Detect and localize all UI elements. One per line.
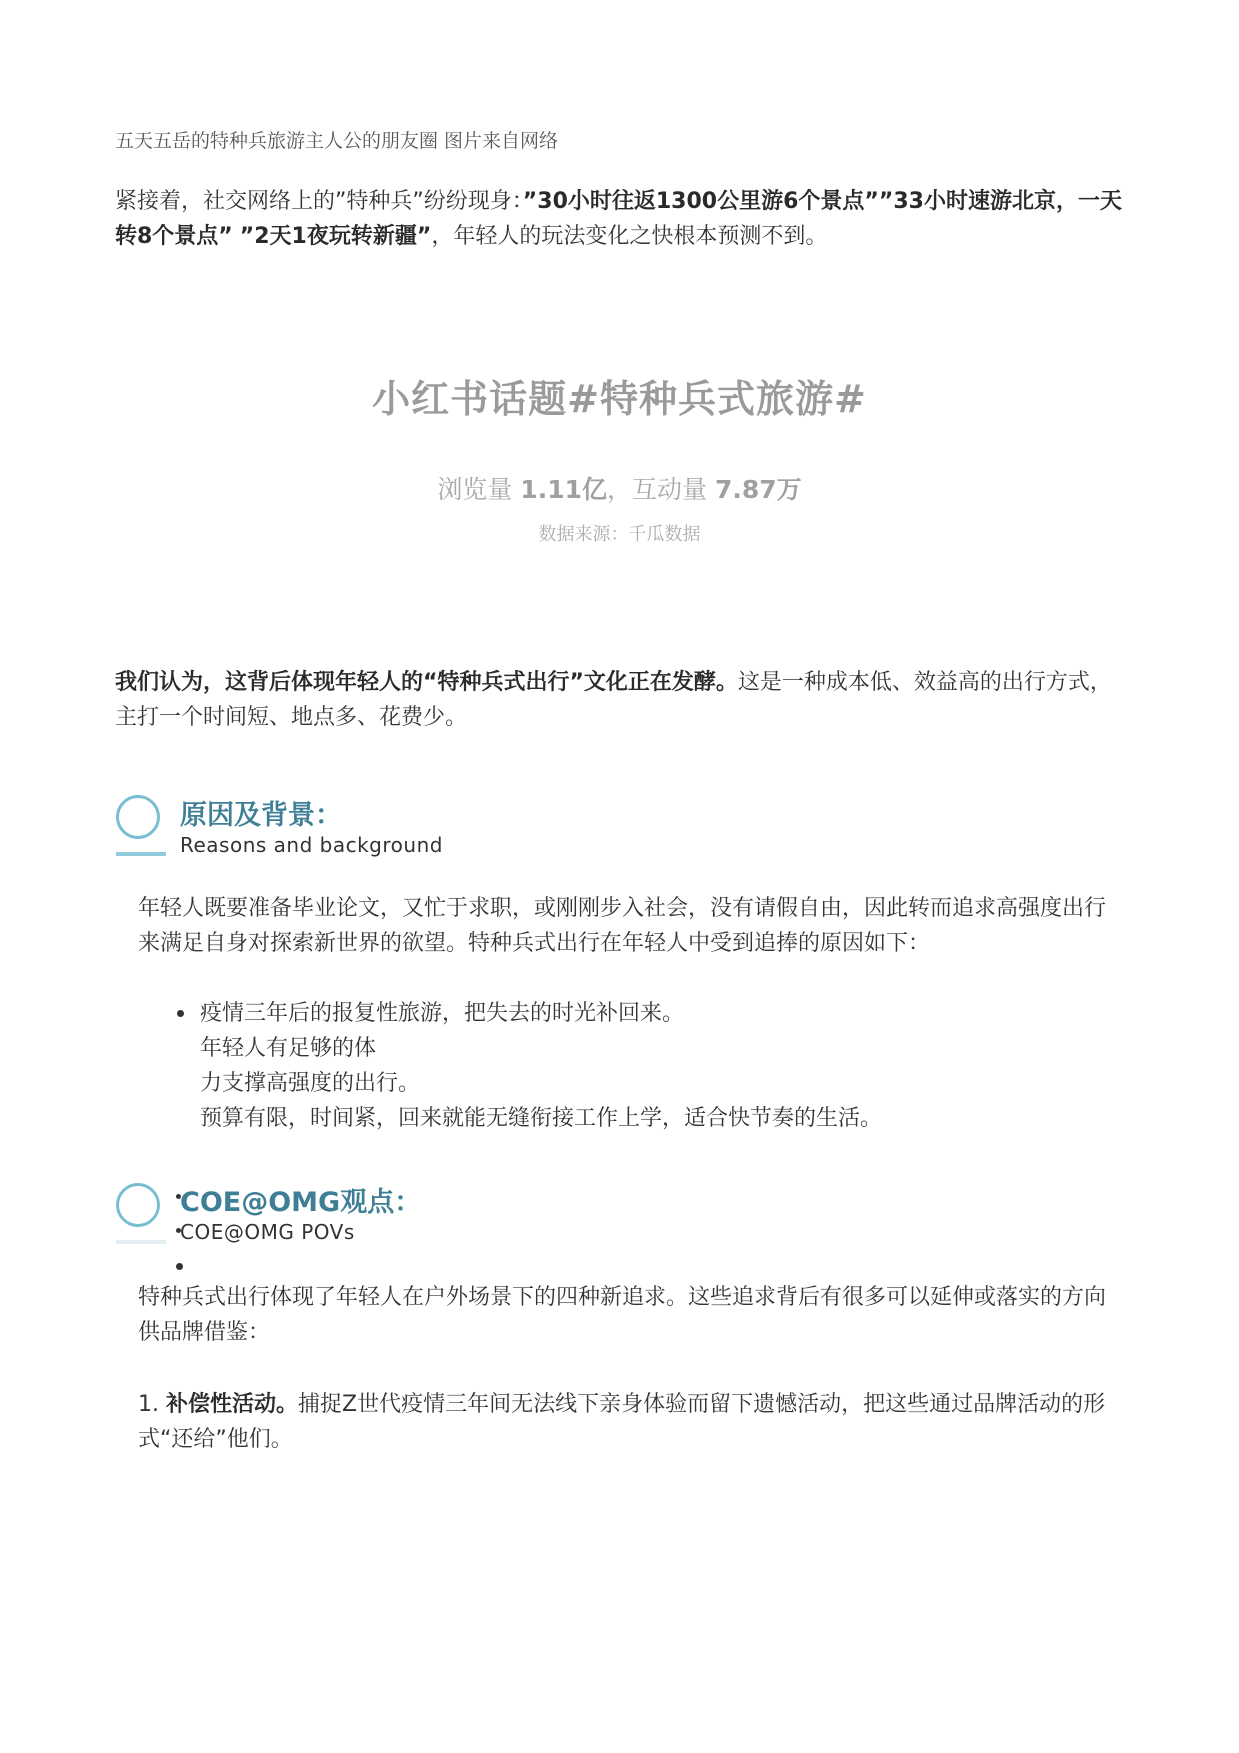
section-circle-icon bbox=[116, 1183, 160, 1227]
section2-title: COE@OMG观点： bbox=[180, 1187, 422, 1218]
stray-bullet-dot bbox=[176, 1263, 183, 1270]
section1-subtitle: Reasons and background bbox=[180, 833, 443, 857]
engage-value: 7.87万 bbox=[714, 475, 802, 504]
item-bold: 补偿性活动。 bbox=[165, 1392, 298, 1417]
numbered-item-1 bbox=[138, 1387, 1108, 1457]
views-label: 浏览量 bbox=[437, 475, 521, 504]
section2-body: 特种兵式出行体现了年轻人在户外场景下的四种新追求。这些追求背后有很多可以延伸或落实的方向供品牌借鉴： bbox=[138, 1285, 1107, 1345]
section1-title: 原因及背景： bbox=[180, 800, 342, 831]
intro-space bbox=[233, 224, 240, 249]
opinion-rest: 这是一种成本低、效益高的出行方式，主打一个时间短、地点多、花费少。 bbox=[115, 670, 1112, 730]
image-caption: 五天五岳的特种兵旅游主人公的朋友圈 图片来自网络 bbox=[115, 130, 559, 152]
section-underline bbox=[116, 1240, 166, 1244]
section-circle-icon bbox=[116, 795, 160, 839]
bullet-item-2: 年轻人有足够的体 bbox=[200, 1036, 377, 1061]
item-number: 1. bbox=[138, 1392, 166, 1417]
bullet-item-1: 疫情三年后的报复性旅游，把失去的时光补回来。 bbox=[200, 1001, 685, 1026]
stats-separator: ， bbox=[606, 475, 632, 504]
bullet-item-3: 力支撑高强度的出行。 bbox=[200, 1071, 421, 1096]
item-rest: 捕捉Z世代疫情三年间无法线下亲身体验而留下遗憾活动，把这些通过品牌活动的形式“还给”他们。 bbox=[138, 1392, 1106, 1452]
intro-quote-3: ”2天1夜玩转新疆” bbox=[239, 224, 432, 249]
section-underline bbox=[116, 852, 166, 856]
intro-prefix: 紧接着，社交网络上的”特种兵”纷纷现身： bbox=[115, 189, 523, 214]
opinion-bold: 我们认为，这背后体现年轻人的“特种兵式出行”文化正在发酵。 bbox=[115, 670, 738, 695]
intro-quote-1: ”30小时往返1300公里游6个景点” bbox=[522, 189, 879, 214]
bullet-dot bbox=[177, 1010, 184, 1017]
intro-suffix: ，年轻人的玩法变化之快根本预测不到。 bbox=[431, 224, 828, 249]
opinion-paragraph bbox=[115, 665, 1130, 735]
hero-stats bbox=[0, 470, 1239, 506]
intro-quote-2: ”33小时速游北京，一天转8个景点” bbox=[115, 189, 1122, 249]
section1-body: 年轻人既要准备毕业论文，又忙于求职，或刚刚步入社会，没有请假自由，因此转而追求高强度出行来满足自身对探索新世界的欲望。特种兵式出行在年轻人中受到追捧的原因如下： bbox=[138, 896, 1107, 956]
engage-label: 互动量 bbox=[632, 475, 715, 504]
bullet-item-4: 预算有限，时间紧，回来就能无缝衔接工作上学，适合快节奏的生活。 bbox=[200, 1106, 883, 1131]
intro-paragraph bbox=[115, 184, 1130, 254]
data-source: 数据来源：千瓜数据 bbox=[538, 524, 701, 545]
hero-title: 小红书话题#特种兵式旅游# bbox=[372, 377, 867, 421]
section2-subtitle: COE@OMG POVs bbox=[180, 1220, 355, 1244]
views-value: 1.11亿 bbox=[520, 475, 607, 504]
